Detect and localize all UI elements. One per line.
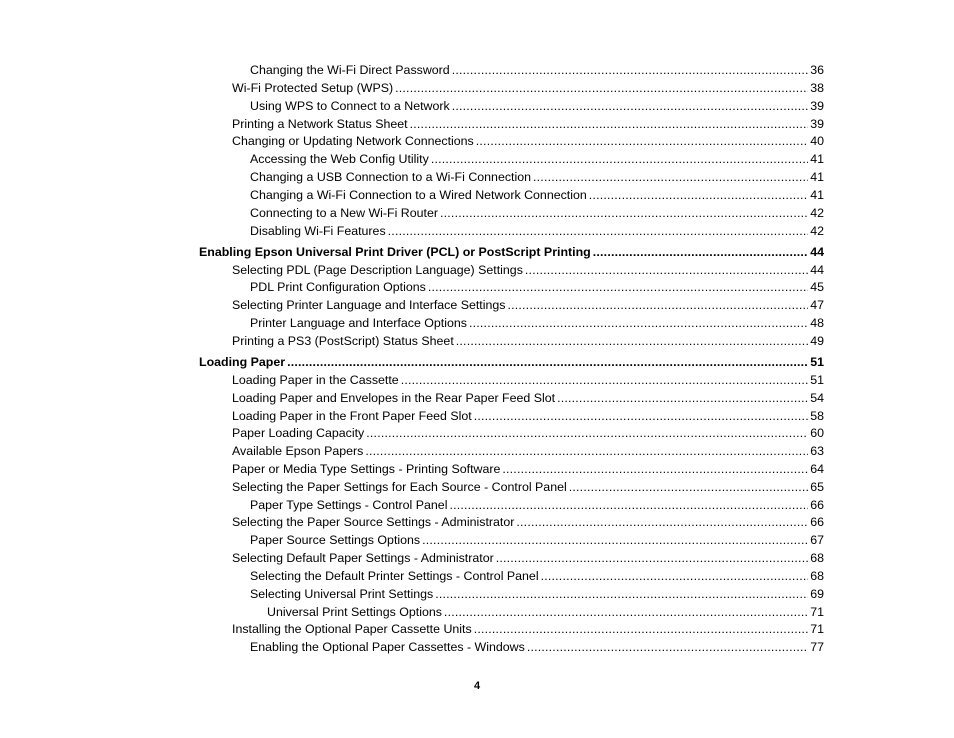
toc-entry-page: 71 — [810, 605, 824, 619]
toc-entry-page: 41 — [810, 170, 824, 184]
toc-dot-leader — [456, 333, 808, 349]
toc-entry-page: 42 — [810, 206, 824, 220]
toc-entry[interactable] — [232, 333, 824, 349]
toc-dot-leader — [525, 262, 808, 278]
toc-entry-page: 41 — [810, 188, 824, 202]
toc-entry-title: Using WPS to Connect to a Network — [250, 99, 450, 113]
toc-entry[interactable] — [232, 390, 824, 406]
toc-entry-page: 48 — [810, 316, 824, 330]
toc-entry-page: 58 — [810, 409, 824, 423]
toc-entry-page: 39 — [810, 99, 824, 113]
toc-entry-page: 68 — [810, 569, 824, 583]
toc-dot-leader — [388, 223, 808, 239]
toc-entry-page: 38 — [810, 81, 824, 95]
toc-entry-title: Paper or Media Type Settings - Printing Software — [232, 462, 501, 476]
toc-entry-title: Selecting Default Paper Settings - Administrator — [232, 551, 494, 565]
toc-dot-leader — [428, 279, 808, 295]
toc-dot-leader — [557, 390, 808, 406]
toc-dot-leader — [401, 372, 808, 388]
toc-entry-page: 64 — [810, 462, 824, 476]
toc-dot-leader — [496, 550, 808, 566]
toc-entry-title: Loading Paper — [199, 355, 286, 369]
toc-entry-title: Selecting the Paper Source Settings - Administrator — [232, 515, 515, 529]
toc-entry-title: Disabling Wi-Fi Features — [250, 224, 386, 238]
toc-dot-leader — [366, 425, 808, 441]
toc-entry-title: Enabling Epson Universal Print Driver (PCL) or PostScript Printing — [199, 245, 591, 259]
toc-dot-leader — [365, 443, 808, 459]
toc-entry-page: 65 — [810, 480, 824, 494]
toc-entry-title: Loading Paper and Envelopes in the Rear Paper Feed Slot — [232, 391, 556, 405]
toc-dot-leader — [502, 461, 808, 477]
toc-entry[interactable] — [250, 98, 824, 114]
toc-entry-page: 41 — [810, 152, 824, 166]
toc-entry-page: 44 — [810, 245, 824, 259]
toc-dot-leader — [395, 80, 808, 96]
toc-entry[interactable] — [250, 151, 824, 167]
toc-entry-page: 45 — [810, 280, 824, 294]
toc-entry-page: 67 — [810, 533, 824, 547]
page-number: 4 — [473, 680, 481, 692]
toc-entry-title: Printing a PS3 (PostScript) Status Sheet — [232, 334, 454, 348]
toc-dot-leader — [431, 151, 808, 167]
toc-entry-title: Changing or Updating Network Connections — [232, 134, 474, 148]
toc-entry[interactable] — [232, 514, 824, 530]
toc-entry[interactable] — [250, 62, 824, 78]
toc-dot-leader — [444, 604, 808, 620]
toc-dot-leader — [476, 133, 808, 149]
toc-entry-page: 49 — [810, 334, 824, 348]
toc-entry-title: Loading Paper in the Front Paper Feed Slot — [232, 409, 472, 423]
toc-entry-title: Paper Type Settings - Control Panel — [250, 498, 448, 512]
toc-entry[interactable] — [250, 279, 824, 295]
toc-entry-page: 66 — [810, 498, 824, 512]
toc-dot-leader — [410, 116, 808, 132]
toc-entry-page: 47 — [810, 298, 824, 312]
toc-entry[interactable] — [232, 461, 824, 477]
toc-entry[interactable] — [232, 372, 824, 388]
toc-entry-page: 77 — [810, 640, 824, 654]
toc-dot-leader — [507, 297, 808, 313]
toc-entry-title: PDL Print Configuration Options — [250, 280, 426, 294]
toc-entry-page: 54 — [810, 391, 824, 405]
toc-entry-title: Universal Print Settings Options — [267, 605, 442, 619]
toc-dot-leader — [533, 169, 808, 185]
toc-entry-title: Installing the Optional Paper Cassette Units — [232, 622, 472, 636]
toc-entry-title: Available Epson Papers — [232, 444, 364, 458]
toc-entry[interactable] — [232, 425, 824, 441]
toc-dot-leader — [474, 621, 808, 637]
toc-entry-page: 42 — [810, 224, 824, 238]
toc-dot-leader — [593, 244, 808, 260]
toc-dot-leader — [287, 354, 808, 370]
toc-entry-page: 44 — [810, 263, 824, 277]
toc-entry[interactable] — [250, 223, 824, 239]
toc-entry-title: Loading Paper in the Cassette — [232, 373, 399, 387]
toc-section-entry[interactable] — [199, 354, 824, 370]
toc-entry[interactable] — [232, 262, 824, 278]
toc-entry-page: 51 — [810, 373, 824, 387]
toc-entry[interactable] — [250, 497, 824, 513]
toc-entry-page: 40 — [810, 134, 824, 148]
toc-entry[interactable] — [232, 443, 824, 459]
toc-entry-page: 60 — [810, 426, 824, 440]
toc-entry[interactable] — [250, 568, 824, 584]
toc-entry-title: Accessing the Web Config Utility — [250, 152, 429, 166]
toc-entry[interactable] — [250, 187, 824, 203]
toc-entry-title: Paper Source Settings Options — [250, 533, 421, 547]
toc-dot-leader — [469, 315, 808, 331]
toc-dot-leader — [474, 408, 808, 424]
toc-dot-leader — [435, 586, 808, 602]
toc-entry[interactable] — [232, 621, 824, 637]
toc-entry-title: Connecting to a New Wi-Fi Router — [250, 206, 438, 220]
toc-entry-page: 63 — [810, 444, 824, 458]
toc-entry-title: Printing a Network Status Sheet — [232, 117, 408, 131]
toc-entry-page: 36 — [810, 63, 824, 77]
toc-entry-title: Enabling the Optional Paper Cassettes - Windows — [250, 640, 525, 654]
toc-entry[interactable] — [232, 133, 824, 149]
toc-entry[interactable] — [250, 586, 824, 602]
toc-entry[interactable] — [250, 315, 824, 331]
toc-dot-leader — [422, 532, 808, 548]
toc-entry[interactable] — [232, 297, 824, 313]
toc-entry[interactable] — [232, 479, 824, 495]
toc-dot-leader — [449, 497, 808, 513]
toc-entry-page: 68 — [810, 551, 824, 565]
toc-dot-leader — [589, 187, 808, 203]
toc-entry[interactable] — [232, 80, 824, 96]
toc-entry-page: 51 — [810, 355, 824, 369]
toc-section-entry[interactable] — [199, 244, 824, 260]
toc-entry[interactable] — [250, 639, 824, 655]
toc-entry[interactable] — [250, 532, 824, 548]
toc-dot-leader — [541, 568, 808, 584]
toc-entry-title: Wi-Fi Protected Setup (WPS) — [232, 81, 394, 95]
toc-entry[interactable] — [232, 550, 824, 566]
toc-entry[interactable] — [250, 205, 824, 221]
toc-entry-title: Paper Loading Capacity — [232, 426, 365, 440]
toc-entry[interactable] — [250, 169, 824, 185]
toc-entry-page: 66 — [810, 515, 824, 529]
toc-dot-leader — [452, 62, 808, 78]
toc-entry-title: Selecting PDL (Page Description Language) Settings — [232, 263, 523, 277]
toc-entry-title: Selecting the Default Printer Settings - Control Panel — [250, 569, 539, 583]
toc-entry[interactable] — [232, 116, 824, 132]
toc-entry-title: Changing a USB Connection to a Wi-Fi Connection — [250, 170, 532, 184]
toc-entry-title: Selecting Universal Print Settings — [250, 587, 434, 601]
toc-entry-title: Selecting Printer Language and Interface Settings — [232, 298, 506, 312]
toc-entry-page: 69 — [810, 587, 824, 601]
toc-dot-leader — [452, 98, 808, 114]
toc-entry-title: Changing a Wi-Fi Connection to a Wired Network Connection — [250, 188, 587, 202]
toc-entry-page: 71 — [810, 622, 824, 636]
toc-dot-leader — [527, 639, 808, 655]
toc-entry-title: Changing the Wi-Fi Direct Password — [250, 63, 450, 77]
toc-dot-leader — [440, 205, 808, 221]
toc-entry[interactable] — [267, 604, 824, 620]
toc-entry-page: 39 — [810, 117, 824, 131]
toc-entry-title: Selecting the Paper Settings for Each Source - Control Panel — [232, 480, 567, 494]
toc-entry-title: Printer Language and Interface Options — [250, 316, 467, 330]
toc-entry[interactable] — [232, 408, 824, 424]
toc-dot-leader — [516, 514, 808, 530]
toc-dot-leader — [569, 479, 808, 495]
